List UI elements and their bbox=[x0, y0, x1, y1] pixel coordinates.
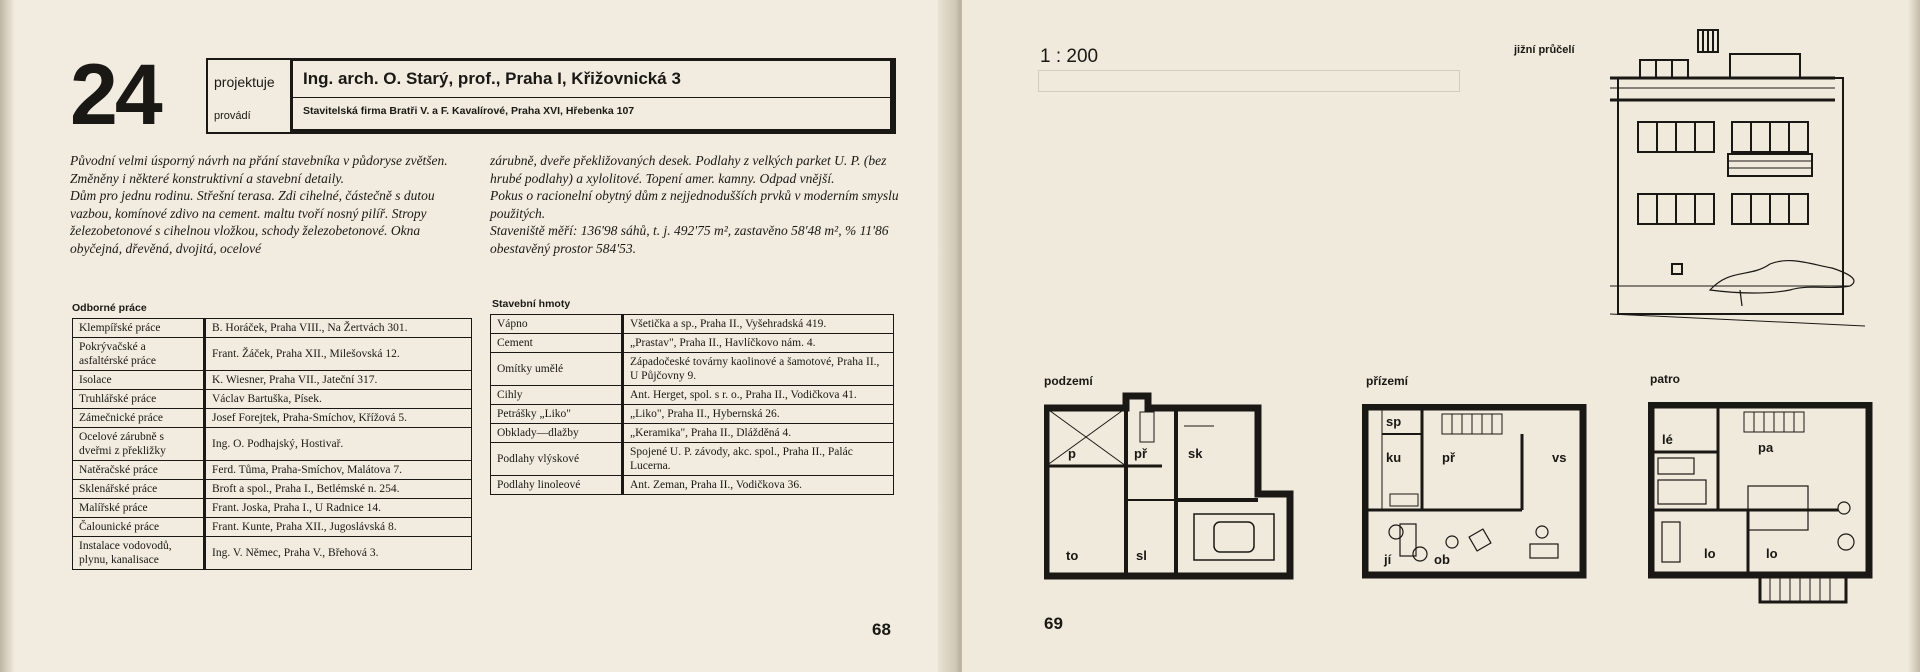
plan-label-ground: přízemí bbox=[1366, 374, 1409, 388]
material-firm: Spojené U. P. závody, akc. spol., Praha II., Palác Lucerna. bbox=[623, 443, 894, 476]
trade-name: Klempířské práce bbox=[73, 319, 205, 338]
room-le: lé bbox=[1662, 432, 1673, 447]
designer-label: projektuje bbox=[214, 74, 275, 90]
material-firm: Západočeské továrny kaolinové a šamotové, Praha II., U Půjčovny 9. bbox=[623, 353, 894, 386]
first-floor-plan bbox=[1648, 402, 1874, 604]
trade-row bbox=[73, 480, 472, 499]
ground-floor-plan bbox=[1362, 404, 1588, 580]
trade-firm: K. Wiesner, Praha VII., Jateční 317. bbox=[205, 371, 472, 390]
material-name: Vápno bbox=[491, 315, 623, 334]
trade-name: Zámečnické práce bbox=[73, 409, 205, 428]
left-page bbox=[0, 0, 958, 672]
materials-title: Stavební hmoty bbox=[492, 298, 571, 310]
room-sl: sl bbox=[1136, 548, 1147, 563]
trade-row bbox=[73, 338, 472, 371]
material-row bbox=[491, 334, 894, 353]
drawing-scale: 1 : 200 bbox=[1040, 46, 1099, 67]
room-pr: př bbox=[1134, 446, 1147, 461]
designer-name: Ing. arch. O. Starý, prof., Praha I, Křižovnická 3 bbox=[303, 69, 681, 88]
trade-row bbox=[73, 537, 472, 570]
material-name: Podlahy linoleové bbox=[491, 476, 623, 495]
trade-name: Truhlářské práce bbox=[73, 390, 205, 409]
description-column-2: zárubně, dveře překližovaných desek. Podlahy z velkých parket U. P. (bez hrubé podlahy) a xylolitové. Topení amer. kamny. Odpad vnější. Pokus o racionelní obytný dům z nejjednodušších prvků v moderním smyslu použitých. Staveniště měří: 136'98 sáhů, t. j. 492'75 m², zastavěno 58'48 m², % 11'86 obestavěný prostor 584'53. bbox=[490, 153, 899, 256]
plan-label-first: patro bbox=[1650, 372, 1680, 386]
trade-firm: Frant. Kunte, Praha XII., Jugoslávská 8. bbox=[205, 518, 472, 537]
trade-firm: Frant. Žáček, Praha XII., Milešovská 12. bbox=[205, 338, 472, 371]
material-row bbox=[491, 386, 894, 405]
material-row bbox=[491, 443, 894, 476]
room-lo-2: lo bbox=[1766, 546, 1778, 561]
material-firm: „Keramika", Praha II., Dlážděná 4. bbox=[623, 424, 894, 443]
trade-firm: Frant. Joska, Praha I., U Radnice 14. bbox=[205, 499, 472, 518]
builder-label: provádí bbox=[214, 110, 251, 122]
trade-row bbox=[73, 499, 472, 518]
trade-row bbox=[73, 518, 472, 537]
material-firm: „Prastav", Praha II., Havlíčkovo nám. 4. bbox=[623, 334, 894, 353]
material-firm: „Liko", Praha II., Hybernská 26. bbox=[623, 405, 894, 424]
trade-firm: B. Horáček, Praha VIII., Na Žertvách 301. bbox=[205, 319, 472, 338]
credits-box bbox=[206, 58, 896, 134]
trade-name: Natěračské práce bbox=[73, 461, 205, 480]
trade-row bbox=[73, 371, 472, 390]
page-number-right: 69 bbox=[1044, 614, 1063, 633]
room-ku: ku bbox=[1386, 450, 1402, 465]
trade-firm: Ferd. Tůma, Praha-Smíchov, Malátova 7. bbox=[205, 461, 472, 480]
elevation-label: jižní průčelí bbox=[1514, 44, 1575, 56]
room-vs: vs bbox=[1552, 450, 1567, 465]
material-name: Petrášky „Liko" bbox=[491, 405, 623, 424]
material-firm: Všetička a sp., Praha II., Vyšehradská 419. bbox=[623, 315, 894, 334]
materials-table bbox=[490, 314, 894, 495]
room-to: to bbox=[1066, 548, 1079, 563]
trade-row bbox=[73, 390, 472, 409]
trade-firm: Ing. O. Podhajský, Hostivař. bbox=[205, 428, 472, 461]
material-row bbox=[491, 476, 894, 495]
material-name: Cement bbox=[491, 334, 623, 353]
room-sk: sk bbox=[1188, 446, 1203, 461]
trade-name: Malířské práce bbox=[73, 499, 205, 518]
trade-firm: Josef Forejtek, Praha-Smíchov, Křížová 5. bbox=[205, 409, 472, 428]
trade-name: Ocelové zárubně s dveřmi z překližky bbox=[73, 428, 205, 461]
material-row bbox=[491, 405, 894, 424]
room-ji: jí bbox=[1384, 552, 1392, 567]
trade-name: Pokrývačské a asfaltérské práce bbox=[73, 338, 205, 371]
trade-name: Čalounické práce bbox=[73, 518, 205, 537]
trade-row bbox=[73, 461, 472, 480]
trade-name: Instalace vodovodů, plynu, kanalisace bbox=[73, 537, 205, 570]
room-p: p bbox=[1068, 446, 1076, 461]
trade-firm: Ing. V. Němec, Praha V., Břehová 3. bbox=[205, 537, 472, 570]
builder-name: Stavitelská firma Bratři V. a F. Kavalírové, Praha XVI, Hřebenka 107 bbox=[303, 105, 635, 117]
trade-name: Isolace bbox=[73, 371, 205, 390]
trades-table bbox=[72, 318, 472, 570]
trade-row bbox=[73, 319, 472, 338]
material-name: Obklady—dlažby bbox=[491, 424, 623, 443]
room-sp: sp bbox=[1386, 414, 1402, 429]
trade-firm: Broft a spol., Praha I., Betlémské n. 254. bbox=[205, 480, 472, 499]
entry-number: 24 bbox=[70, 47, 160, 143]
material-row bbox=[491, 424, 894, 443]
material-firm: Ant. Zeman, Praha II., Vodičkova 36. bbox=[623, 476, 894, 495]
room-lo-1: lo bbox=[1704, 546, 1716, 561]
material-row bbox=[491, 353, 894, 386]
trade-name: Sklenářské práce bbox=[73, 480, 205, 499]
trade-row bbox=[73, 428, 472, 461]
room-ob: ob bbox=[1434, 552, 1450, 567]
show-through-text bbox=[1038, 70, 1460, 92]
south-elevation-drawing bbox=[1610, 28, 1880, 328]
material-name: Podlahy vlýskové bbox=[491, 443, 623, 476]
trades-title: Odborné práce bbox=[72, 302, 147, 314]
description-column-1: Původní velmi úsporný návrh na přání stavebníka v půdoryse zvětšen. Změněny i některé konstruktivní a stavební detaily. Dům pro jednu rodinu. Střešní terasa. Zdi cihelné, částečně s dutou vazbou, komínové zdivo na cement. maltu tvoří nosný pilíř. Stropy železobetonové s cihelnou vložkou, schody železobetonové. Okna obyčejná, dřevěná, dvojitá, ocelové bbox=[70, 153, 448, 256]
trade-firm: Václav Bartuška, Písek. bbox=[205, 390, 472, 409]
basement-floor-plan bbox=[1044, 392, 1294, 580]
material-firm: Ant. Herget, spol. s r. o., Praha II., Vodičkova 41. bbox=[623, 386, 894, 405]
material-name: Omítky umělé bbox=[491, 353, 623, 386]
material-row bbox=[491, 315, 894, 334]
plan-label-basement: podzemí bbox=[1044, 374, 1093, 388]
room-pr-ground: př bbox=[1442, 450, 1455, 465]
page-number-left: 68 bbox=[872, 620, 891, 639]
room-pa: pa bbox=[1758, 440, 1774, 455]
trade-row bbox=[73, 409, 472, 428]
material-name: Cihly bbox=[491, 386, 623, 405]
